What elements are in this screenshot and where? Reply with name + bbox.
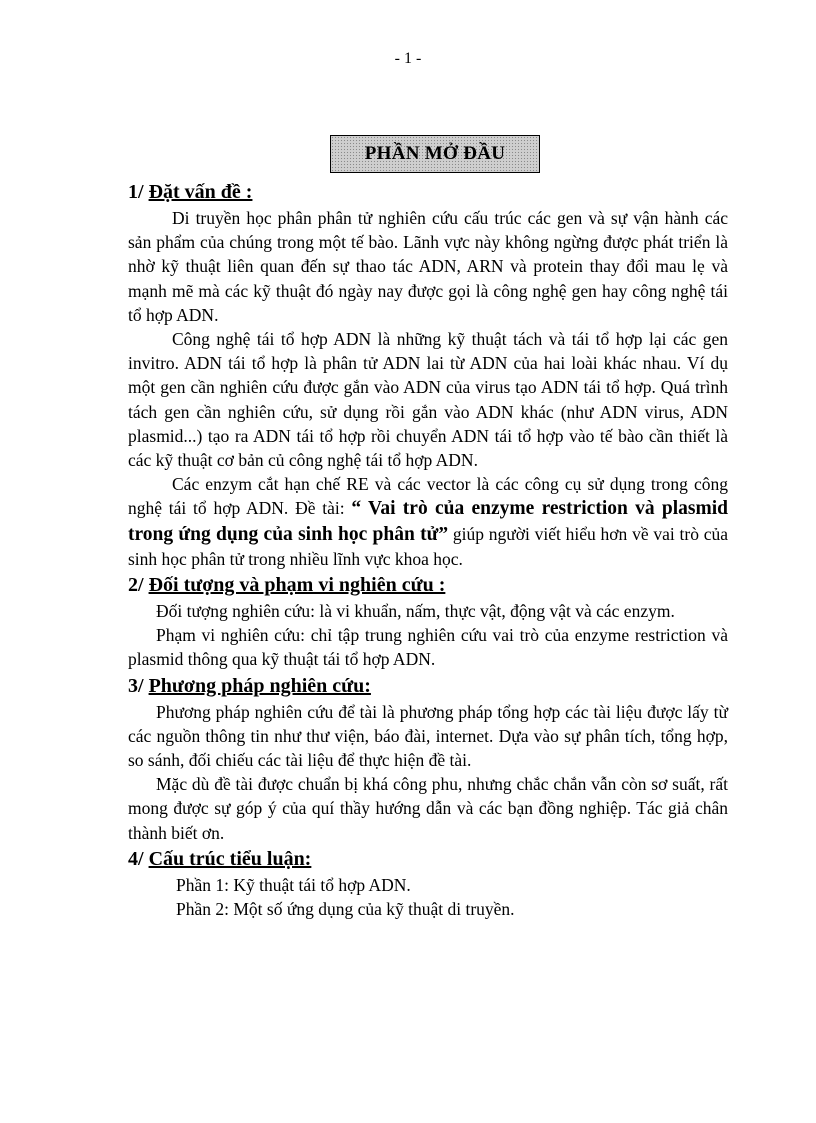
thesis-title: “ Vai trò của enzyme restriction và plasmid trong ứng dụng của sinh học phân tử” — [128, 498, 728, 545]
part-list — [128, 873, 728, 921]
section-4-title: Cấu trúc tiểu luận: — [148, 847, 312, 870]
section-3-paragraph: Phương pháp nghiên cứu để tài là phương pháp tổng hợp các tài liệu được lấy từ các nguồn thông tin như thư viện, báo đài, internet. Dựa vào sự phân tích, tổng hợp, so sánh, đối chiếu các tài liệu để thực hiện đề tài. — [128, 701, 728, 771]
section-1-title: Đặt vấn đề : — [148, 181, 253, 203]
title-box — [330, 135, 540, 173]
section-3-title: Phương pháp nghiên cứu: — [148, 674, 371, 697]
section-3-heading: 3/ Phương pháp nghiên cứu: — [128, 674, 371, 697]
section-2-title: Đối tượng và phạm vi nghiên cứu : — [148, 574, 446, 597]
document-title: PHẦN MỞ ĐẦU — [364, 143, 506, 164]
section-2-paragraph: Phạm vi nghiên cứu: chỉ tập trung nghiên cứu vai trò của enzyme restriction và plasmid thông qua kỹ thuật tái tổ hợp ADN. — [128, 625, 728, 670]
section-4-heading: 4/ Cấu trúc tiểu luận: — [128, 847, 312, 870]
section-3-paragraph: Mặc dù đề tài được chuẩn bị khá công phu, nhưng chắc chắn vẫn còn sơ suất, rất mong được sự góp ý của quí thầy hướng dẫn và các bạn đồng nghiệp. Tác giả chân thành biết ơn. — [128, 774, 728, 843]
section-1-heading: 1/ Đặt vấn đề : — [128, 181, 253, 203]
section-2-paragraph: Đối tượng nghiên cứu: là vi khuẩn, nấm, thực vật, động vật và các enzym. — [156, 601, 675, 622]
section-2-heading: 2/ Đối tượng và phạm vi nghiên cứu : — [128, 574, 446, 597]
list-item: Phần 1: Kỹ thuật tái tổ hợp ADN. — [176, 874, 411, 895]
list-item: Phần 2: Một số ứng dụng của kỹ thuật di truyền. — [176, 898, 515, 919]
document-body — [128, 178, 728, 921]
page-number: - 1 - — [394, 50, 422, 67]
section-1-paragraph: Công nghệ tái tổ hợp ADN là những kỹ thuật tách và tái tổ hợp lại các gen invitro. ADN tái tổ hợp là phân tử ADN lai từ ADN của hai loài khác nhau. Ví dụ một gen cần nghiên cứu được gắn vào ADN của virus tạo ADN tái tổ hợp. Quá trình tách gen cần nghiên cứu, sử dụng rồi gắn vào ADN khác (như ADN virus, ADN plasmid...) tạo ra ADN tái tổ hợp rồi chuyển ADN tái tổ hợp vào tế bào cần thiết là các kỹ thuật cơ bản củ công nghệ tái tổ hợp ADN. — [128, 329, 728, 471]
section-1-paragraph: Di truyền học phân phân tử nghiên cứu cấu trúc các gen và sự vận hành các sản phẩm của chúng trong một tế bào. Lãnh vực này không ngừng được phát triển là nhờ kỹ thuật liên quan đến sự thao tác ADN, ARN và protein thay đổi mau lẹ và mạnh mẽ mà các kỹ thuật đó ngày nay được gọi là công nghệ gen hay công nghệ tái tổ hợp ADN. — [128, 208, 728, 325]
section-1-paragraph: Các enzym cắt hạn chế RE và các vector là các công cụ sử dụng trong công nghệ tái tổ hợp ADN. Đề tài: “ Vai trò của enzyme restriction và plasmid trong ứng dụng của sinh học phân tử” giúp người viết hiểu hơn về vai trò của sinh học phân tử trong nhiều lĩnh vực khoa học. — [128, 474, 729, 569]
